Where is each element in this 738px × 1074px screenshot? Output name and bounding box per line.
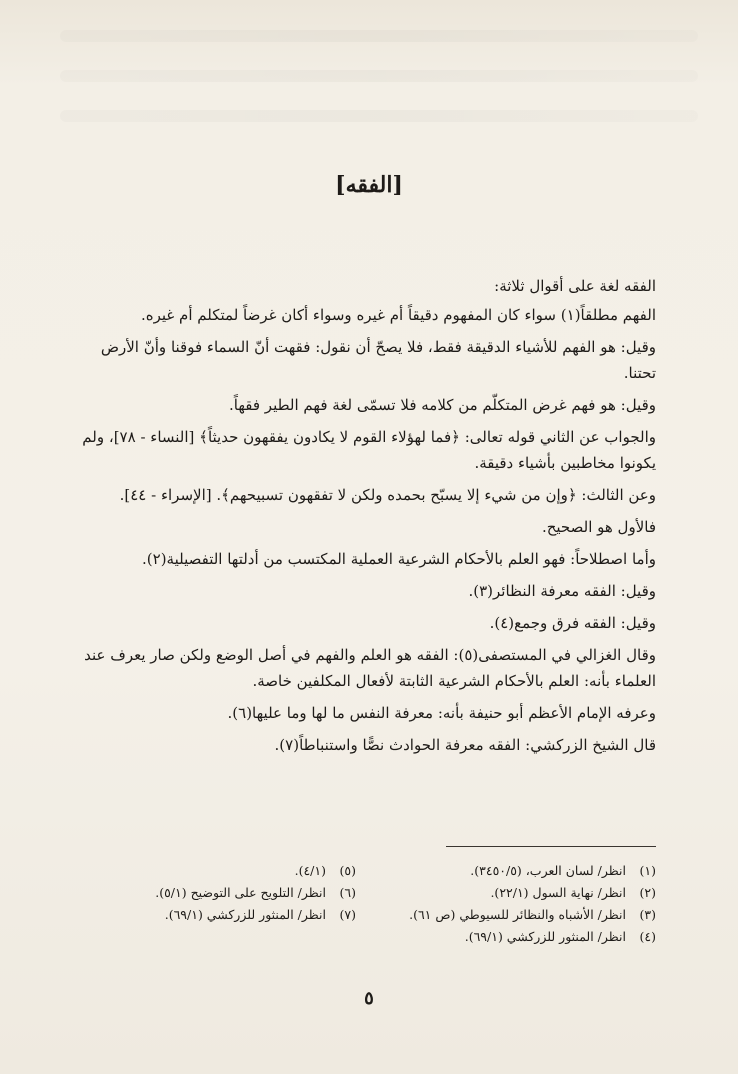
- footnote-text: انظر/ المنثور للزركشي (٦٩/١).: [464, 929, 626, 944]
- paragraph: فالأول هو الصحيح.: [541, 518, 656, 536]
- show-through-text: [60, 110, 698, 122]
- footnote: [72, 860, 356, 882]
- footnote: [72, 926, 656, 948]
- footnotes: [72, 860, 656, 948]
- footnote-text: انظر/ نهاية السول (٢٢/١).: [490, 885, 626, 900]
- footnote-text: انظر/ التلويح على التوضيح (٥/١).: [155, 885, 326, 900]
- paragraph: الفقه لغة على أقوال ثلاثة:: [494, 277, 656, 295]
- main-text: [72, 273, 656, 764]
- footnote-number: (٣): [639, 907, 656, 922]
- paragraph: وأما اصطلاحاً: فهو العلم بالأحكام الشرعية العملية المكتسب من أدلتها التفصيلية(٢).: [142, 550, 656, 568]
- paragraph: وقيل: الفقه معرفة النظائر(٣).: [468, 582, 656, 600]
- footnote-number: (٧): [339, 907, 356, 922]
- show-through-text: [60, 70, 698, 82]
- footnote-text: انظر/ الأشباه والنظائر للسيوطي (ص ٦١).: [409, 907, 626, 922]
- footnote-separator: [446, 846, 656, 847]
- paragraph: الفهم مطلقاً(١) سواء كان المفهوم دقيقاً أم غيره وسواء أكان غرضاً لمتكلم أم غيره.: [141, 306, 656, 324]
- footnote-row: [72, 860, 656, 882]
- footnote-text: (٤/١).: [294, 863, 326, 878]
- footnote-row: [72, 926, 656, 948]
- paragraph: وعن الثالث: ﴿وإن من شيء إلا يسبّح بحمده ولكن لا تفقهون تسبيحهم﴾. [الإسراء - ٤٤].: [119, 486, 656, 504]
- paragraph: وقيل: هو الفهم للأشياء الدقيقة فقط، فلا يصحّ أن نقول: فقهت أنّ السماء فوقنا وأنّ الأرض تحتنا.: [100, 338, 656, 382]
- footnote-number: (٤): [639, 929, 656, 944]
- footnote-number: (١): [639, 863, 656, 878]
- footnote-number: (٢): [639, 885, 656, 900]
- paragraph: وعرفه الإمام الأعظم أبو حنيفة بأنه: معرفة النفس ما لها وما عليها(٦).: [227, 704, 656, 722]
- footnote-row: [72, 882, 656, 904]
- footnote: [372, 882, 656, 904]
- footnote-row: [72, 904, 656, 926]
- paragraph: وقيل: الفقه فرق وجمع(٤).: [489, 614, 656, 632]
- footnote: [72, 904, 356, 926]
- paragraph: وقال الغزالي في المستصفى(٥): الفقه هو العلم والفهم في أصل الوضع ولكن صار يعرف عند العلماء بأنه: العلم بالأحكام الشرعية الثابتة لأفعال المكلفين خاصة.: [84, 646, 656, 690]
- footnote-text: انظر/ لسان العرب، (٣٤٥٠/٥).: [470, 863, 626, 878]
- paragraph: قال الشيخ الزركشي: الفقه معرفة الحوادث نصًّا واستنباطاً(٧).: [274, 736, 656, 754]
- paragraph: وقيل: هو فهم غرض المتكلّم من كلامه فلا تسمّى لغة فهم الطير فقهاً.: [229, 396, 656, 414]
- page-number: ٥: [364, 988, 374, 1009]
- footnote-number: (٦): [339, 885, 356, 900]
- section-heading: [0, 172, 738, 198]
- footnote: [372, 904, 656, 926]
- show-through-text: [60, 30, 698, 42]
- page-title: [الفقه]: [335, 172, 403, 198]
- footnote-number: (٥): [339, 863, 356, 878]
- footnote-text: انظر/ المنثور للزركشي (٦٩/١).: [164, 907, 326, 922]
- paragraph: والجواب عن الثاني قوله تعالى: ﴿فما لهؤلاء القوم لا يكادون يفقهون حديثاً﴾ [النساء - ٧٨]، ولم يكونوا مخاطبين بأشياء دقيقة.: [82, 428, 656, 472]
- footnote: [72, 882, 356, 904]
- footnote: [372, 860, 656, 882]
